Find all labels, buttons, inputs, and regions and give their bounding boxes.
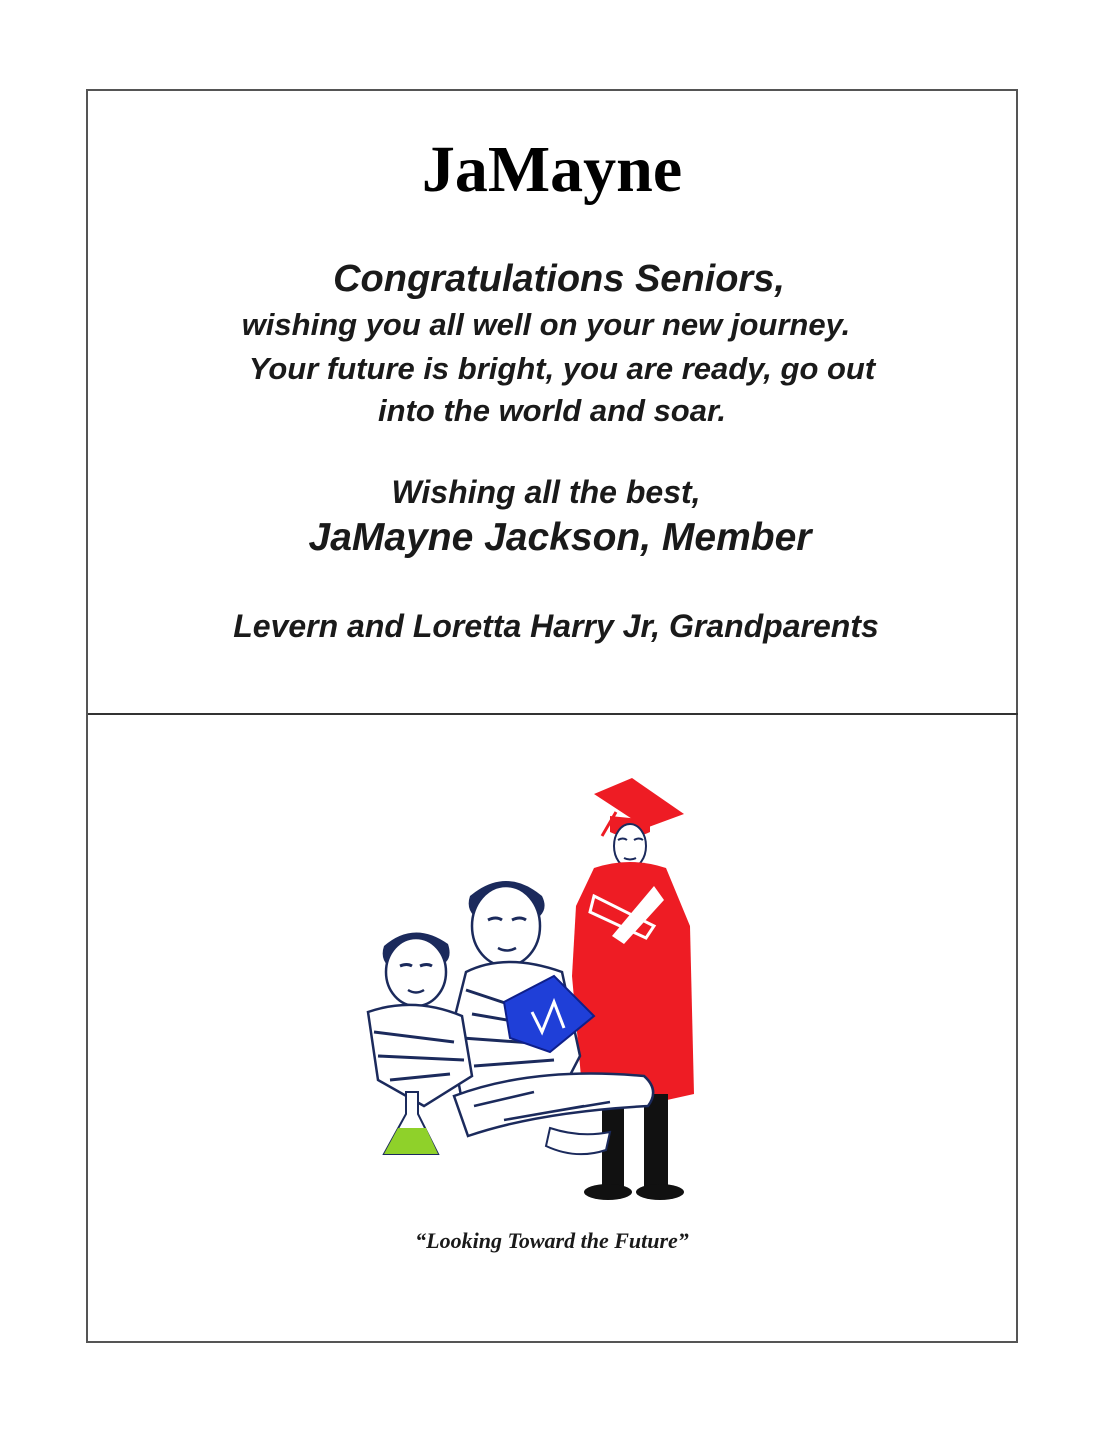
section-divider xyxy=(88,713,1018,715)
congrats-heading: Congratulations Seniors, xyxy=(333,258,785,300)
closing-wish: Wishing all the best, xyxy=(391,474,701,510)
card-title: JaMayne xyxy=(421,133,683,206)
message-line-3: into the world and soar. xyxy=(378,393,726,428)
science-child-figure xyxy=(368,932,472,1154)
message-line-1: wishing you all well on your new journey. xyxy=(241,307,851,342)
graduation-illustration xyxy=(354,776,714,1206)
illustration-caption: “Looking Toward the Future” xyxy=(415,1228,689,1253)
message-line-2: Your future is bright, you are ready, go out xyxy=(248,351,876,386)
signer-name: JaMayne Jackson, Member xyxy=(308,516,812,559)
grandparents-line: Levern and Loretta Harry Jr, Grandparents xyxy=(233,608,879,644)
